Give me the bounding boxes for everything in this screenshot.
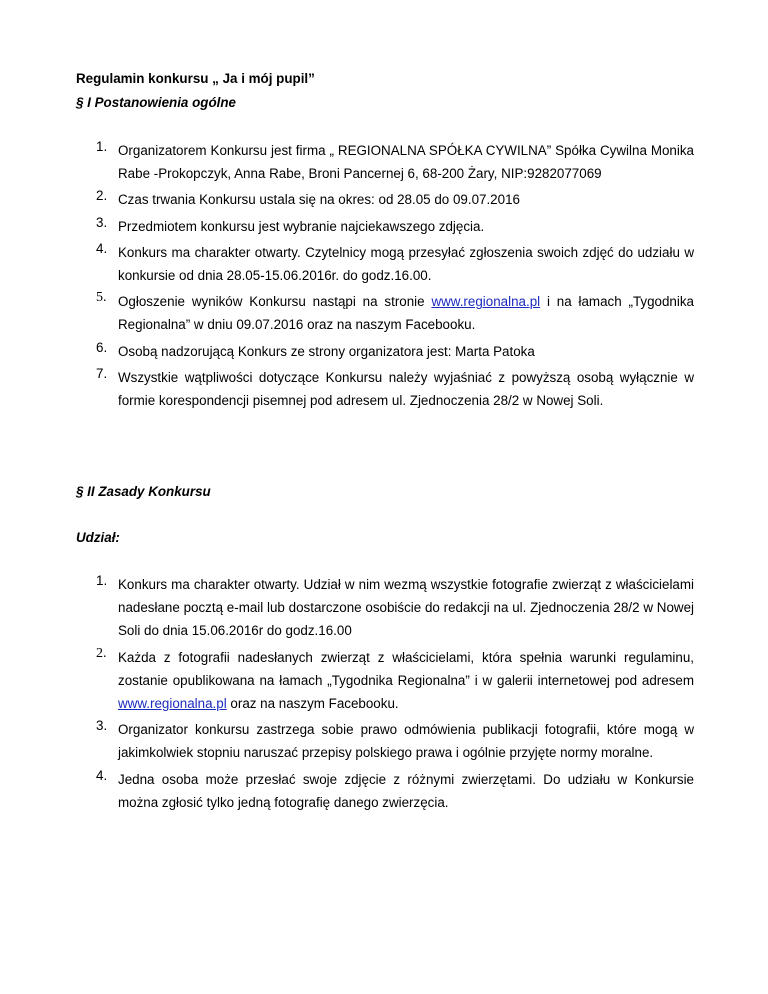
list-item [76, 188, 694, 211]
list-item-text-part: i na łamach „Tygodnika Regionalna” w dniu 09.07.2016 oraz na naszym Facebooku. [118, 294, 694, 333]
list-item-text: Czas trwania Konkursu ustala się na okres: od 28.05 do 09.07.2016 [118, 192, 520, 208]
list-item-text: Osobą nadzorującą Konkurs ze strony organizatora jest: Marta Patoka [118, 343, 535, 359]
list-item-text [118, 646, 694, 716]
list-item [76, 139, 694, 185]
list-item [76, 366, 694, 412]
list-item-text: Przedmiotem konkursu jest wybranie najciekawszego zdjęcia. [118, 218, 485, 234]
list-item-text-part: Każda z fotografii nadesłanych zwierząt z właścicielami, która spełnia warunki regulaminu, zostanie opublikowana na łamach „Tygodnika Regionalna” i w galerii internetowej pod adresem [118, 649, 694, 688]
list-item-text: Jedna osoba może przesłać swoje zdjęcie z różnymi zwierzętami. Do udziału w Konkursie można zgłosić tylko jedną fotografię danego zwierzęcia. [118, 771, 694, 810]
list-item-number: 5. [96, 290, 107, 306]
list-item-number: 3. [96, 718, 108, 734]
list-item-number: 2. [96, 188, 108, 204]
list-item-text: Konkurs ma charakter otwarty. Czytelnicy mogą przesyłać zgłoszenia swoich zdjęć do udziału w konkursie od dnia 28.05-15.06.2016r. do godz.16.00. [118, 244, 694, 284]
list-item-text: Konkurs ma charakter otwarty. Udział w nim wezmą wszystkie fotografie zwierząt z właścicielami nadesłane pocztą e-mail lub dostarczone osobiście do redakcji na ul. Zjednoczenia 28/2 w Nowej Soli do dnia 15.06.2016r do godz.16.00 [118, 577, 694, 639]
list-item [76, 718, 694, 764]
section-2-list [76, 573, 694, 814]
section-2-subheading: Udział: [76, 530, 120, 545]
list-item-text [118, 290, 694, 336]
regionalna-link[interactable]: www.regionalna.pl [431, 294, 541, 310]
regionalna-link[interactable]: www.regionalna.pl [118, 696, 227, 712]
list-item [76, 646, 694, 716]
list-item-number: 6. [96, 339, 108, 355]
list-item-number: 4. [96, 767, 108, 783]
list-item-number: 2. [96, 645, 107, 661]
list-item-number: 7. [96, 365, 108, 381]
list-item-number: 1. [96, 139, 108, 154]
list-item [76, 290, 694, 336]
list-item [76, 573, 694, 643]
list-item-number: 1. [96, 573, 108, 588]
list-item-number: 3. [96, 214, 108, 230]
list-item [76, 340, 694, 363]
list-item-text: Organizator konkursu zastrzega sobie prawo odmówienia publikacji fotografii, które mogą w jakimkolwiek stopniu naruszać przepisy polskiego prawa i ogólnie przyjęte normy moralne. [118, 722, 694, 761]
list-item [76, 241, 694, 287]
list-item-text: Organizatorem Konkursu jest firma „ REGIONALNA SPÓŁKA CYWILNA” Spółka Cywilna Monika Rabe -Prokopczyk, Anna Rabe, Broni Pancernej 6, 68-200 Żary, NIP:9282077069 [118, 143, 694, 182]
list-item-text-part: oraz na naszym Facebooku. [226, 696, 399, 712]
section-1-heading: § I Postanowienia ogólne [76, 95, 236, 110]
list-item-number: 4. [96, 240, 108, 256]
list-item-text: Wszystkie wątpliwości dotyczące Konkursu należy wyjaśniać z powyższą osobą wyłącznie w formie korespondencji pisemnej pod adresem ul. Zjednoczenia 28/2 w Nowej Soli. [118, 369, 694, 409]
section-2-heading: § II Zasady Konkursu [76, 484, 211, 499]
section-1-list [76, 139, 694, 412]
list-item-text-part: Ogłoszenie wyników Konkursu nastąpi na stronie [118, 294, 432, 310]
list-item [76, 215, 694, 238]
list-item [76, 768, 694, 814]
document-title: Regulamin konkursu „ Ja i mój pupil” [76, 71, 315, 86]
